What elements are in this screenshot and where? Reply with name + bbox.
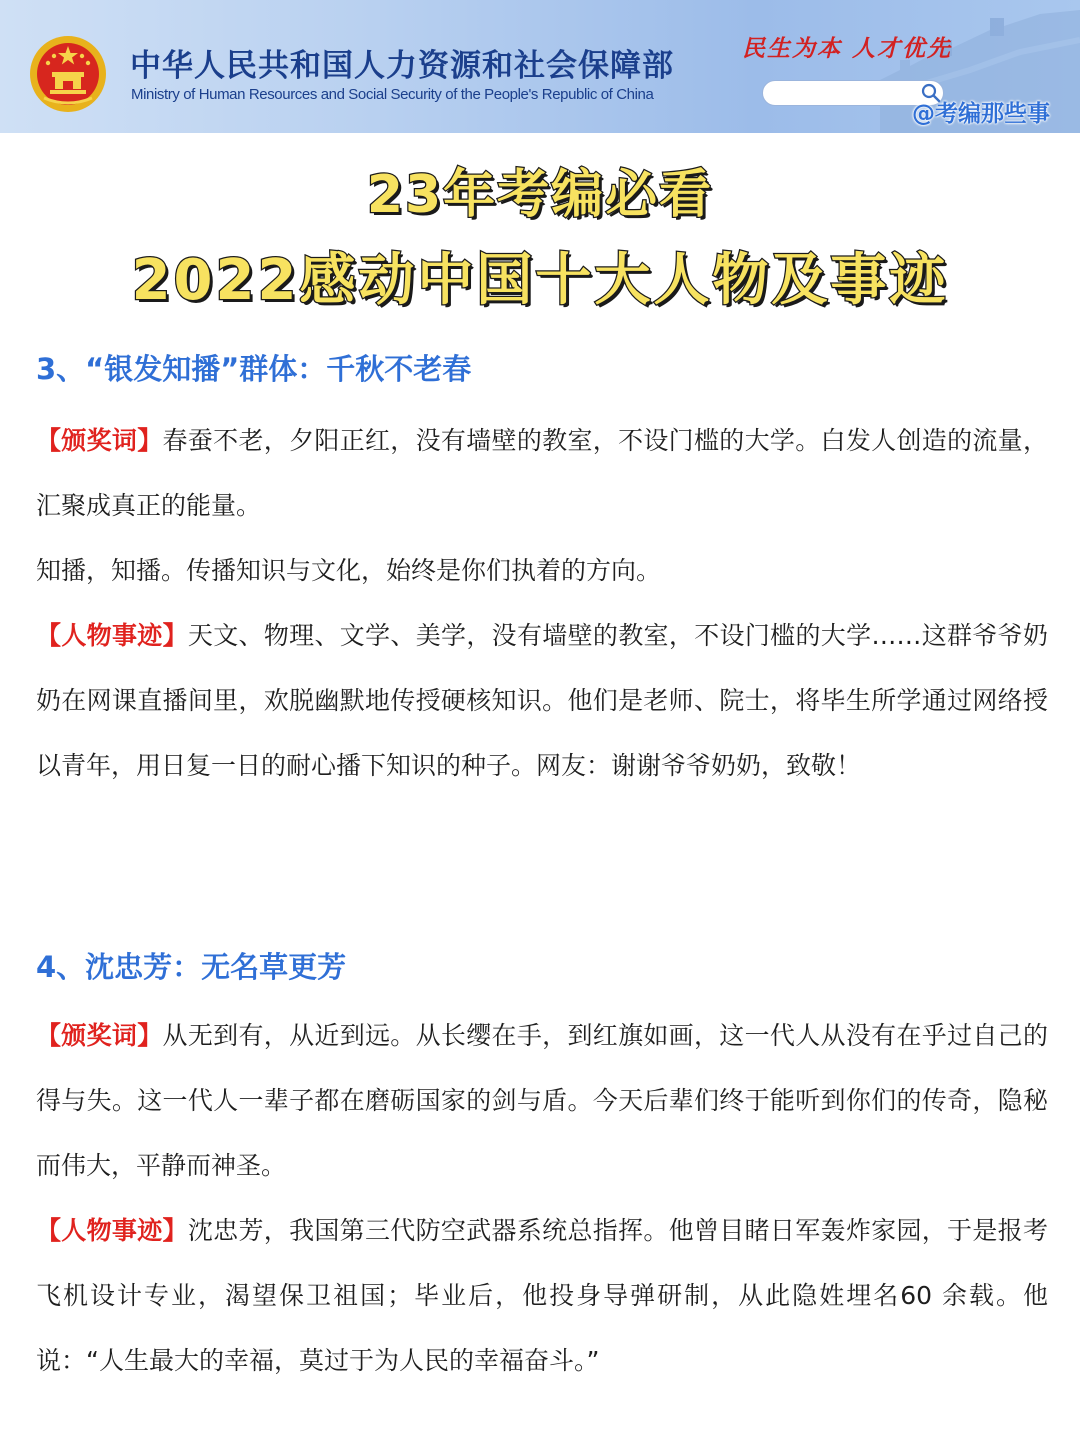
- award-text: 从无到有，从近到远。从长缨在手，到红旗如画，这一代人从没有在乎过自己的得与失。这一代人一辈子都在磨砺国家的剑与盾。今天后辈们终于能听到你们的传奇，隐秘而伟大，平静而神圣。: [36, 1021, 1048, 1180]
- award-extra-paragraph: 知播，知播。传播知识与文化，始终是你们执着的方向。: [36, 556, 662, 585]
- award-paragraph: [36, 1003, 1048, 1198]
- national-emblem: [28, 34, 108, 114]
- page-title-line-2: 2022感动中国十大人物及事迹: [131, 248, 949, 313]
- deeds-text: 天文、物理、文学、美学，没有墙壁的教室，不设门槛的大学……这群爷爷奶奶在网课直播间里，欢脱幽默地传授硬核知识。他们是老师、院士，将毕生所学通过网络授以青年，用日复一日的耐心播下知识的种子。网友：谢谢爷爷奶奶，致敬！: [36, 621, 1048, 780]
- award-paragraph: [36, 408, 1048, 538]
- section-heading: 3、“银发知播”群体：千秋不老春: [36, 352, 472, 386]
- account-watermark: @考编那些事: [912, 101, 1050, 127]
- deeds-paragraph: [36, 603, 1048, 798]
- deeds-tag: 【人物事迹】: [36, 621, 188, 650]
- award-text: 春蚕不老，夕阳正红，没有墙壁的教室，不设门槛的大学。白发人创造的流量，汇聚成真正的能量。: [36, 426, 1048, 520]
- award-tag: 【颁奖词】: [36, 426, 163, 455]
- ministry-header-banner: [0, 0, 1080, 133]
- award-tag: 【颁奖词】: [36, 1021, 163, 1050]
- deeds-tag: 【人物事迹】: [36, 1216, 188, 1245]
- ministry-name-english: Ministry of Human Resources and Social Security of the People's Republic of China: [131, 86, 654, 103]
- ministry-slogan: 民生为本 人才优先: [742, 35, 953, 62]
- ministry-name-chinese: 中华人民共和国人力资源和社会保障部: [130, 48, 674, 84]
- deeds-text: 沈忠芳，我国第三代防空武器系统总指挥。他曾目睹日军轰炸家园，于是报考飞机设计专业，渴望保卫祖国；毕业后，他投身导弹研制，从此隐姓埋名60 余载。他说：“人生最大的幸福，莫过于为人民的幸福奋斗。”: [36, 1216, 1048, 1375]
- deeds-paragraph: [36, 1198, 1048, 1393]
- page-title-line-1: 23年考编必看: [366, 165, 714, 225]
- section-heading: 4、沈忠芳：无名草更芳: [36, 950, 347, 984]
